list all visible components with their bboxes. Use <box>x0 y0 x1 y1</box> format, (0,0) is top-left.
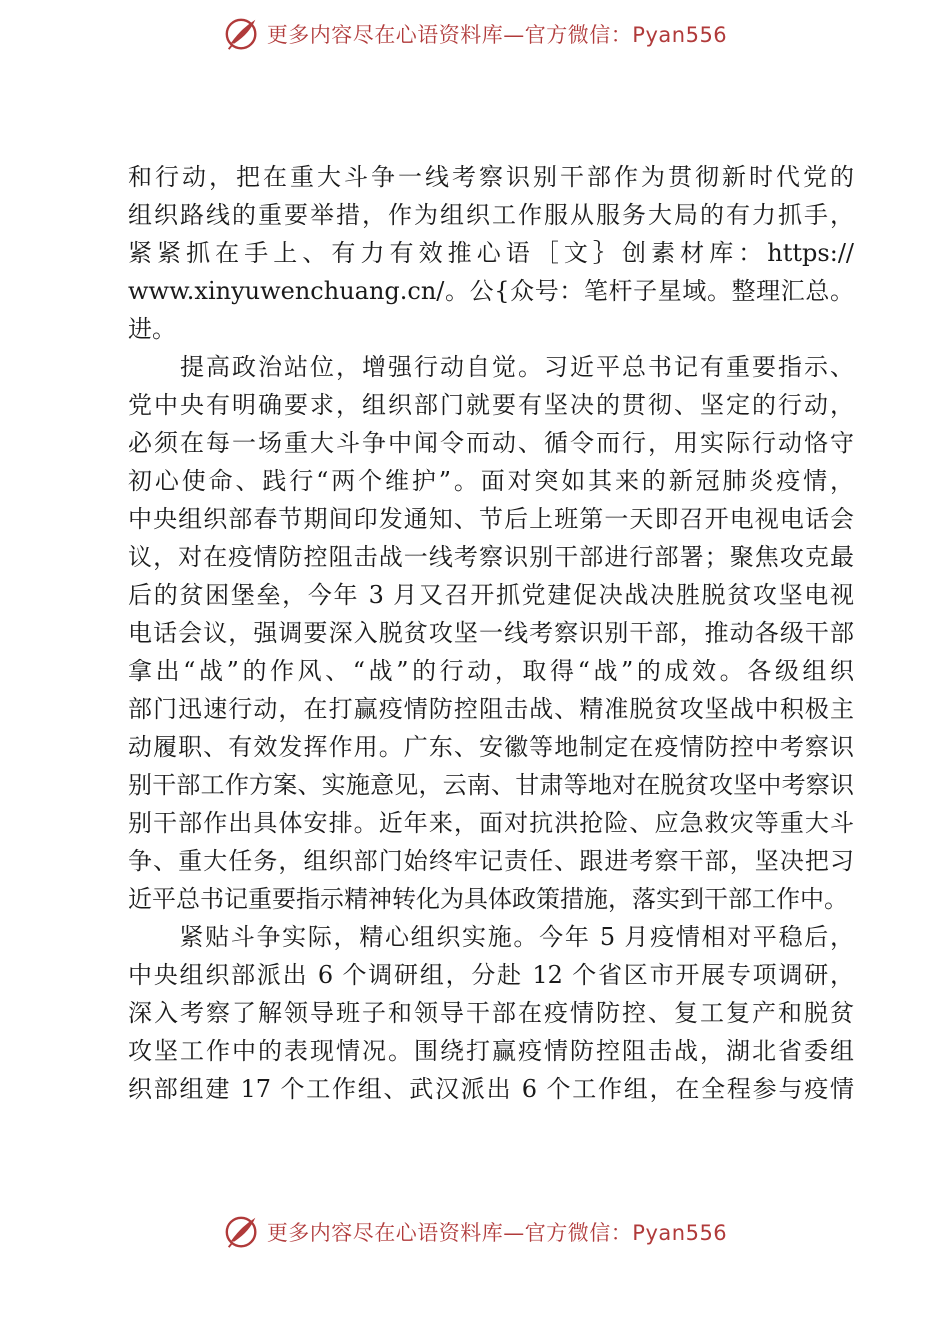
text-line: 部门迅速行动，在打赢疫情防控阻击战、精准脱贫攻坚战中积极主 <box>128 695 854 723</box>
document-body <box>128 158 854 1108</box>
text-line: 初心使命、践行“两个维护”。面对突如其来的新冠肺炎疫情， <box>128 467 854 495</box>
text-line: 织部组建 17 个工作组、武汉派出 6 个工作组，在全程参与疫情 <box>128 1075 854 1103</box>
footer-banner <box>0 1212 950 1252</box>
text-line: 近平总书记重要指示精神转化为具体政策措施，落实到干部工作中。 <box>128 885 848 913</box>
text-line: 深入考察了解领导班子和领导干部在疫情防控、复工复产和脱贫 <box>128 999 854 1027</box>
text-line: 中央组织部春节期间印发通知、节后上班第一天即召开电视电话会 <box>128 505 854 533</box>
text-line: 进。 <box>128 315 176 343</box>
text-line: 和行动，把在重大斗争一线考察识别干部作为贯彻新时代党的 <box>128 163 854 191</box>
footer-banner-text: 更多内容尽在心语资料库—官方微信：Pyan556 <box>266 1221 728 1245</box>
text-line: 提高政治站位，增强行动自觉。习近平总书记有重要指示、 <box>128 353 854 381</box>
text-line: www.xinyuwenchuang.cn/。公{众号：笔杆子星域。整理汇总。 <box>128 277 854 305</box>
text-line: 攻坚工作中的表现情况。围绕打赢疫情防控阻击战，湖北省委组 <box>128 1037 854 1065</box>
text-line: 争、重大任务，组织部门始终牢记责任、跟进考察干部，坚决把习 <box>128 847 854 875</box>
text-line: 必须在每一场重大斗争中闻令而动、循令而行，用实际行动恪守 <box>128 429 854 457</box>
text-line: 别干部作出具体安排。近年来，面对抗洪抢险、应急救灾等重大斗 <box>128 809 854 837</box>
text-line: 紧贴斗争实际，精心组织实施。今年 5 月疫情相对平稳后， <box>128 923 854 951</box>
text-line: 党中央有明确要求，组织部门就要有坚决的贯彻、坚定的行动， <box>128 391 854 419</box>
text-line: 后的贫困堡垒，今年 3 月又召开抓党建促决战决胜脱贫攻坚电视 <box>128 581 854 609</box>
text-line: 议，对在疫情防控阻击战一线考察识别干部进行部署；聚焦攻克最 <box>128 543 854 571</box>
text-line: 别干部工作方案、实施意见，云南、甘肃等地对在脱贫攻坚中考察识 <box>128 771 854 799</box>
quill-logo-icon <box>223 1213 261 1251</box>
text-line: 动履职、有效发挥作用。广东、安徽等地制定在疫情防控中考察识 <box>128 733 854 761</box>
quill-logo-icon <box>223 15 261 53</box>
header-banner <box>0 14 950 54</box>
text-line: 电话会议，强调要深入脱贫攻坚一线考察识别干部，推动各级干部 <box>128 619 854 647</box>
text-line: 中央组织部派出 6 个调研组，分赴 12 个省区市开展专项调研， <box>128 961 854 989</box>
header-banner-text: 更多内容尽在心语资料库—官方微信：Pyan556 <box>266 23 728 47</box>
text-line: 拿出“战”的作风、“战”的行动，取得“战”的成效。各级组织 <box>128 657 854 685</box>
text-line: 组织路线的重要举措，作为组织工作服从服务大局的有力抓手， <box>128 201 854 229</box>
text-line: 紧紧抓在手上、有力有效推心语［文｝创素材库：https:// <box>128 239 854 267</box>
